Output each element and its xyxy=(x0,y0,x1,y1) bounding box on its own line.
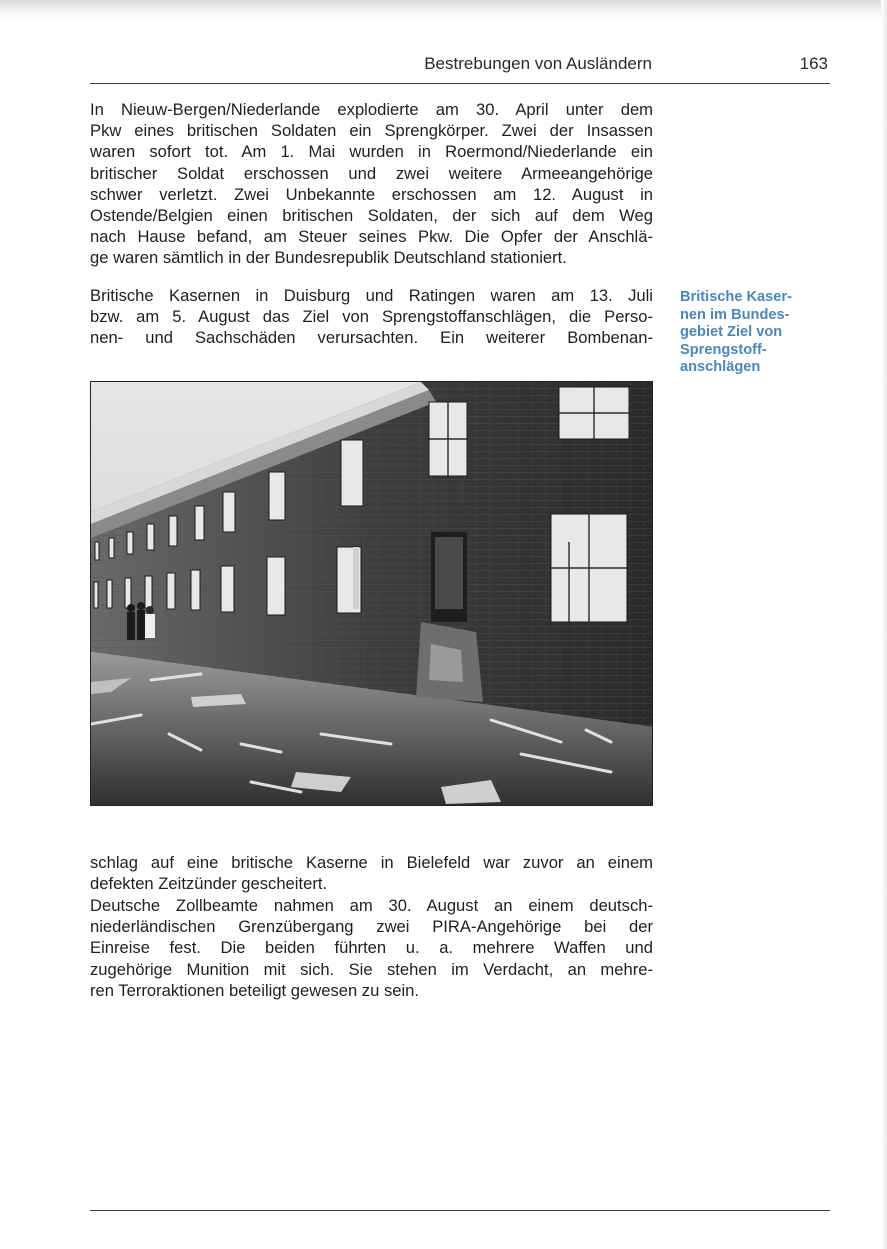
text-line: defekten Zeitzünder gescheitert. xyxy=(90,874,328,894)
text-line: zugehörige Munition mit sich. Sie stehen im Verdacht, an mehre- xyxy=(90,959,653,979)
scan-edge-shadow xyxy=(0,0,887,20)
text-line: schlag auf eine britische Kaserne in Bielefeld war zuvor an einem xyxy=(90,853,653,872)
text-line: britischer Soldat erschossen und zwei weitere Armeeangehörige xyxy=(90,163,653,183)
text-line: nach Hause befand, am Steuer seines Pkw. Die Opfer der Anschlä- xyxy=(90,227,653,247)
text-line: nen- und Sachschäden verursachten. Ein weiterer Bombenan- xyxy=(90,328,653,348)
paragraph-barracks-attacks xyxy=(90,285,653,349)
text-line: waren sofort tot. Am 1. Mai wurden in Roermond/Niederlande ein xyxy=(90,142,653,162)
text-line: ge waren sämtlich in der Bundesrepublik Deutschland stationiert. xyxy=(90,248,567,268)
text-line: Deutsche Zollbeamte nahmen am 30. August an einem deutsch- xyxy=(90,896,653,915)
text-line: In Nieuw-Bergen/Niederlande explodierte am 30. April unter dem xyxy=(90,100,653,119)
header-rule xyxy=(90,83,830,84)
text-line: schwer verletzt. Zwei Unbekannte erschossen am 12. August in xyxy=(90,184,653,204)
barracks-damage-photo xyxy=(90,381,653,806)
paragraph-customs-arrest xyxy=(90,895,653,1001)
text-line: ren Terroraktionen beteiligt gewesen zu sein. xyxy=(90,980,419,1000)
margin-note xyxy=(680,289,820,377)
footer-rule xyxy=(90,1210,830,1211)
margin-note-line: Britische Kaser- xyxy=(680,289,792,305)
margin-note-line: gebiet Ziel von xyxy=(680,324,783,340)
text-line: Einreise fest. Die beiden führten u. a. mehrere Waffen und xyxy=(90,938,653,958)
text-line: niederländischen Grenzübergang zwei PIRA-Angehörige bei der xyxy=(90,917,653,937)
text-line: Britische Kasernen in Duisburg und Ratingen waren am 13. Juli xyxy=(90,286,653,305)
paragraph-bielefeld-continued xyxy=(90,852,653,894)
running-header-title: Bestrebungen von Ausländern xyxy=(424,54,652,73)
paragraph-attacks-netherlands-belgium xyxy=(90,99,653,269)
margin-note-line: nen im Bundes- xyxy=(680,306,790,323)
text-line: Pkw eines britischen Soldaten ein Sprengkörper. Zwei der Insassen xyxy=(90,121,653,141)
scan-edge-right xyxy=(881,0,887,1249)
margin-note-line: anschlägen xyxy=(680,359,761,375)
text-line: bzw. am 5. August das Ziel von Sprengstoffanschlägen, die Perso- xyxy=(90,307,653,327)
text-line: Ostende/Belgien einen britischen Soldaten, der sich auf dem Weg xyxy=(90,206,653,226)
page-number: 163 xyxy=(799,54,828,73)
margin-note-line: Sprengstoff- xyxy=(680,341,767,358)
